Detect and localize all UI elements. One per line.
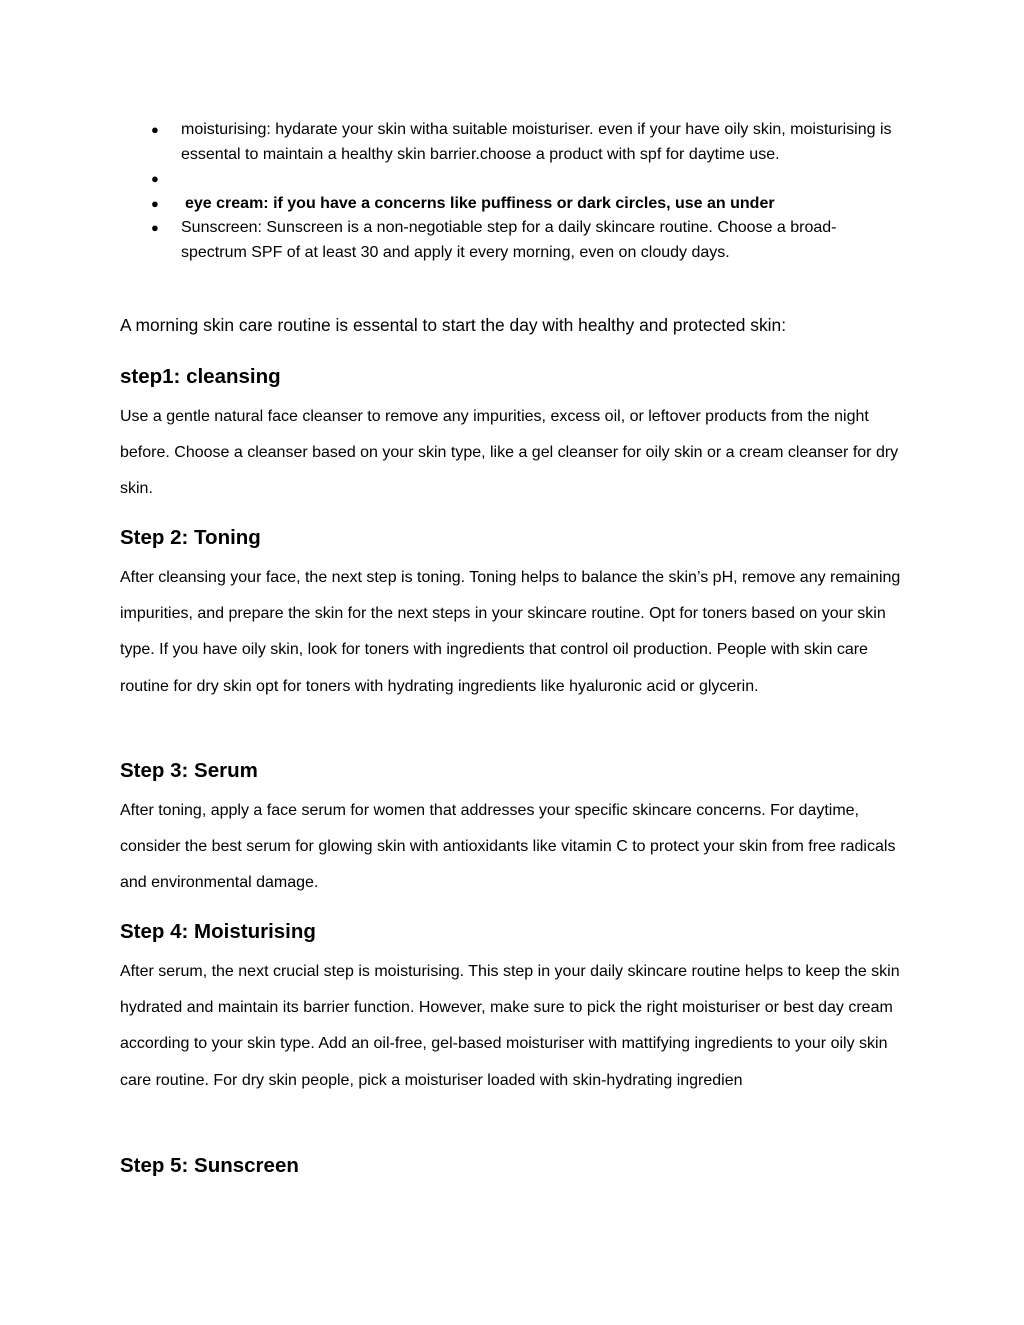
section-serum	[120, 757, 910, 902]
section-heading: step1: cleansing	[120, 365, 281, 388]
bullet-text: eye cream: if you have a concerns like puffiness or dark circles, use an under	[185, 194, 775, 212]
bullet-text: Sunscreen: Sunscreen is a non-negotiable step for a daily skincare routine. Choose a broad-spectrum SPF of at least 30 and apply it every morning, even on cloudy days.	[181, 219, 837, 261]
bullet-item	[120, 216, 900, 265]
section-body: After serum, the next crucial step is moisturising. This step in your daily skincare routine helps to keep the skin hydrated and maintain its barrier function. However, make sure to pick the right moisturiser or best day cream according to your skin type. Add an oil-free, gel-based moisturiser with mattifying ingredients to your oily skin care routine. For dry skin people, pick a moisturiser loaded with skin-hydrating ingredien	[120, 963, 900, 1089]
bullet-item	[120, 192, 900, 217]
bullet-item-empty	[120, 167, 900, 192]
bullet-item	[120, 118, 900, 167]
section-toning	[120, 524, 910, 705]
bullet-dot-icon: ●	[151, 171, 159, 186]
bullet-dot-icon: ●	[151, 122, 159, 137]
bullet-text: moisturising: hydarate your skin witha suitable moisturiser. even if your have oily skin, moisturising is essental to maintain a healthy skin barrier.choose a product with spf for daytime use.	[181, 121, 892, 163]
section-heading: Step 2: Toning	[120, 526, 261, 549]
bullet-dot-icon: ●	[151, 220, 159, 235]
section-moisturising	[120, 918, 910, 1099]
section-body: Use a gentle natural face cleanser to remove any impurities, excess oil, or leftover products from the night before. Choose a cleanser based on your skin type, like a gel cleanser for oily skin or a cream cleanser for dry skin.	[120, 408, 899, 498]
section-cleansing	[120, 363, 910, 508]
section-body: After cleansing your face, the next step is toning. Toning helps to balance the skin’s pH, remove any remaining impurities, and prepare the skin for the next steps in your skincare routine. Opt for toners based on your skin type. If you have oily skin, look for toners with ingredients that control oil production. People with skin care routine for dry skin opt for toners with hydrating ingredients like hyaluronic acid or glycerin.	[120, 569, 901, 695]
section-sunscreen	[120, 1152, 910, 1180]
bullet-list	[120, 118, 900, 265]
section-heading: Step 3: Serum	[120, 759, 258, 782]
bullet-dot-icon: ●	[151, 195, 159, 211]
section-heading: Step 4: Moisturising	[120, 920, 316, 943]
section-body: After toning, apply a face serum for women that addresses your specific skincare concerns. For daytime, consider the best serum for glowing skin with antioxidants like vitamin C to protect your skin from free radicals and environmental damage.	[120, 802, 896, 892]
intro-paragraph: A morning skin care routine is essental to start the day with healthy and protected skin:	[120, 315, 787, 335]
section-heading: Step 5: Sunscreen	[120, 1154, 299, 1177]
